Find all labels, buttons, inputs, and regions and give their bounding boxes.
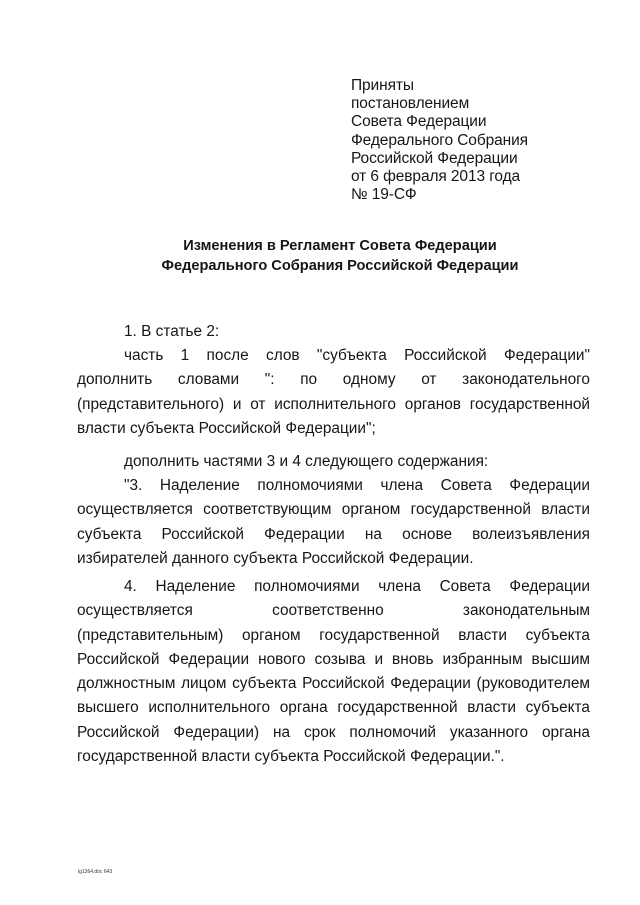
adoption-number: № 19-СФ (351, 186, 417, 204)
part1-paragraph: часть 1 после слов "субъекта Российской Федерации" дополнить словами ": по одному от законодательного (представительного) и от исполнительного органов государственной власти субъекта Российской Федерации"; (77, 347, 590, 437)
adoption-line: Федерального Собрания (351, 131, 528, 149)
section-heading-block (77, 320, 590, 344)
adoption-date: от 6 февраля 2013 года (351, 168, 521, 186)
adoption-line: Совета Федерации (351, 113, 487, 131)
add-parts-block (77, 450, 590, 474)
adoption-line: Российской Федерации (351, 149, 518, 167)
part1-block (77, 344, 590, 441)
new-part3-paragraph: "3. Наделение полномочиями члена Совета Федерации осуществляется соответствующим органом государственной власти субъекта Российской Федерации на основе волеизъявления избирателей данного субъекта Российской Федерации. (77, 477, 590, 567)
adoption-block (351, 77, 528, 204)
new-part4-block (77, 575, 590, 769)
new-part3-block (77, 474, 590, 571)
add-parts-paragraph: дополнить частями 3 и 4 следующего содержания: (124, 453, 489, 470)
section-heading: 1. В статье 2: (124, 323, 220, 340)
new-part4-paragraph: 4. Наделение полномочиями члена Совета Федерации осуществляется соответственно законодательным (представительным) органом государственной власти субъекта Российской Федерации нового созыва и вновь избранным высшим должностным лицом субъекта Российской Федерации (руководителем высшего исполнительного органа государственной власти субъекта Российской Федерации) на срок полномочий указанного органа государственной власти субъекта Российской Федерации.". (77, 578, 590, 766)
title-line-1: Изменения в Регламент Совета Федерации (183, 238, 497, 254)
title-line-2: Федерального Собрания Российской Федерации (161, 258, 519, 274)
adoption-line: Приняты (351, 77, 414, 94)
footer-file-ref: lg1364.doc 643 (78, 869, 113, 875)
document-title (80, 236, 600, 276)
adoption-line: постановлением (351, 95, 470, 113)
